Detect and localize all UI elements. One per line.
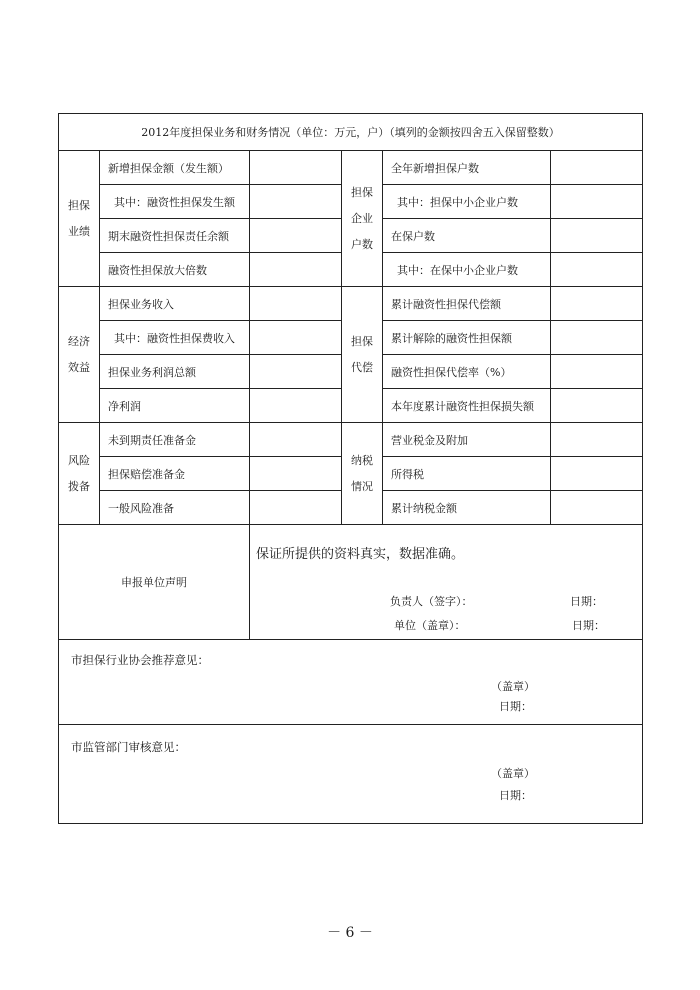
declaration-text: 保证所提供的资料真实，数据准确。 [256,547,465,562]
row-label: 融资性担保放大倍数 [100,253,250,287]
row-label: 其中：担保中小企业户数 [383,185,551,219]
regulator-opinion-title: 市监管部门审核意见： [71,740,186,754]
group-tax-status: 纳税 情况 [342,423,383,525]
group-risk-provision: 风险 拨备 [59,423,100,525]
unit-seal-label: 单位（盖章）： [394,619,466,632]
value-cell[interactable] [250,287,342,321]
value-cell[interactable] [551,287,643,321]
declaration-label: 申报单位声明 [59,525,250,640]
association-opinion-title: 市担保行业协会推荐意见： [71,653,209,667]
regulator-opinion [59,725,643,824]
row-label: 其中：融资性担保费收入 [100,321,250,355]
row-label: 新增担保金额（发生额） [100,151,250,185]
row-label: 累计融资性担保代偿额 [383,287,551,321]
group-economic-benefit: 经济 效益 [59,287,100,423]
row-label: 其中：在保中小企业户数 [383,253,551,287]
association-date-label: 日期： [499,700,532,713]
signer-label: 负责人（签字）： [390,595,473,608]
guarantee-report-form [58,113,643,824]
row-label: 累计纳税金额 [383,491,551,525]
row-label: 其中：融资性担保发生额 [100,185,250,219]
value-cell[interactable] [250,185,342,219]
value-cell[interactable] [250,321,342,355]
row-label: 全年新增担保户数 [383,151,551,185]
unit-date-label: 日期： [572,619,605,632]
value-cell[interactable] [551,457,643,491]
value-cell[interactable] [551,423,643,457]
row-label: 累计解除的融资性担保额 [383,321,551,355]
value-cell[interactable] [551,185,643,219]
value-cell[interactable] [250,423,342,457]
row-label: 未到期责任准备金 [100,423,250,457]
value-cell[interactable] [551,219,643,253]
value-cell[interactable] [250,491,342,525]
signer-date-label: 日期： [570,595,603,608]
value-cell[interactable] [250,457,342,491]
value-cell[interactable] [551,491,643,525]
group-guaranteed-households: 担保 企业 户数 [342,151,383,287]
value-cell[interactable] [250,389,342,423]
row-label: 营业税金及附加 [383,423,551,457]
value-cell[interactable] [551,253,643,287]
value-cell[interactable] [250,151,342,185]
row-label: 所得税 [383,457,551,491]
form-title: 2012年度担保业务和财务情况（单位：万元，户）（填列的金额按四舍五入保留整数） [59,114,643,151]
row-label: 期末融资性担保责任余额 [100,219,250,253]
row-label: 本年度累计融资性担保损失额 [383,389,551,423]
value-cell[interactable] [551,389,643,423]
row-label: 融资性担保代偿率（%） [383,355,551,389]
page-number: － 6 － [327,925,373,941]
value-cell[interactable] [250,253,342,287]
row-label: 担保业务收入 [100,287,250,321]
group-guarantee-compensation: 担保 代偿 [342,287,383,423]
group-guarantee-performance: 担保 业绩 [59,151,100,287]
row-label: 担保赔偿准备金 [100,457,250,491]
row-label: 一般风险准备 [100,491,250,525]
value-cell[interactable] [551,321,643,355]
association-seal-label: （盖章） [491,680,535,693]
row-label: 担保业务利润总额 [100,355,250,389]
value-cell[interactable] [551,355,643,389]
association-opinion [59,640,643,725]
regulator-date-label: 日期： [499,789,532,802]
value-cell[interactable] [551,151,643,185]
regulator-seal-label: （盖章） [491,767,535,780]
row-label: 在保户数 [383,219,551,253]
value-cell[interactable] [250,355,342,389]
row-label: 净利润 [100,389,250,423]
declaration-body [250,525,643,640]
value-cell[interactable] [250,219,342,253]
